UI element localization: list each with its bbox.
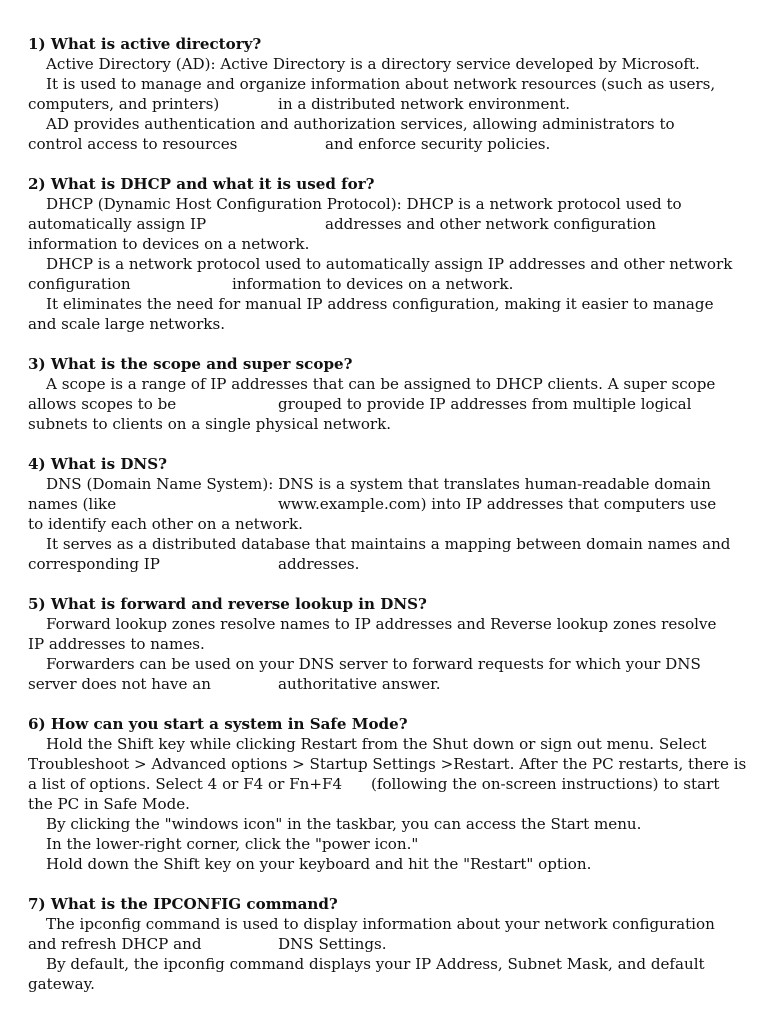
answer-line: In the lower-right corner, click the "power icon." [46,835,419,853]
answer-line-part: www.example.com) into IP addresses that computers use [278,495,717,513]
answer-line: DHCP is a network protocol used to automatically assign IP addresses and other network [46,255,733,273]
answer-line [28,214,748,234]
question-title: 4) What is DNS? [28,455,167,473]
answer-line-part: allows scopes to be [28,395,177,413]
answer-line-part: configuration [28,275,131,293]
answer-line-part: a list of options. Select 4 or F4 or Fn+F4 [28,775,343,793]
answer-line-part: addresses. [278,555,360,573]
answer-line-part: addresses and other network configuration [325,215,656,233]
answer-line: to identify each other on a network. [28,515,303,533]
answer-line: gateway. [28,975,95,993]
answer-line-part: names (like [28,495,117,513]
answer-line: the PC in Safe Mode. [28,795,190,813]
question-title: 6) How can you start a system in Safe Mode? [28,715,408,733]
answer-line: subnets to clients on a single physical network. [28,415,392,433]
answer-line: It eliminates the need for manual IP address configuration, making it easier to manage [46,295,714,313]
question-title: 7) What is the IPCONFIG command? [28,895,338,913]
answer-line: and scale large networks. [28,315,225,333]
answer-line-part: and enforce security policies. [325,135,551,153]
answer-line: Active Directory (AD): Active Directory is a directory service developed by Microsoft. [46,55,700,73]
question-2 [28,174,748,334]
answer-line: IP addresses to names. [28,635,205,653]
answer-line [28,554,748,574]
answer-line: By default, the ipconfig command displays your IP Address, Subnet Mask, and default [46,955,705,973]
answer-line: Troubleshoot > Advanced options > Startup Settings >Restart. After the PC restarts, there is [28,755,747,773]
answer-line [28,774,748,794]
question-title: 5) What is forward and reverse lookup in DNS? [28,595,427,613]
answer-line-part: DNS Settings. [278,935,387,953]
answer-line-part: in a distributed network environment. [278,95,571,113]
answer-line: Forwarders can be used on your DNS server to forward requests for which your DNS [46,655,701,673]
answer-line [28,674,748,694]
question-6 [28,714,748,874]
answer-line-part: corresponding IP [28,555,160,573]
answer-line [28,494,748,514]
answer-line-part: automatically assign IP [28,215,207,233]
answer-line-part: authoritative answer. [278,675,441,693]
answer-line: Forward lookup zones resolve names to IP addresses and Reverse lookup zones resolve [46,615,717,633]
answer-line: A scope is a range of IP addresses that can be assigned to DHCP clients. A super scope [46,375,716,393]
question-5 [28,594,748,694]
question-4 [28,454,748,574]
answer-line: AD provides authentication and authorization services, allowing administrators to [46,115,675,133]
question-3 [28,354,748,434]
answer-line-part: grouped to provide IP addresses from multiple logical [278,395,692,413]
answer-line: It is used to manage and organize information about network resources (such as users, [46,75,716,93]
answer-line [28,134,748,154]
answer-line [28,94,748,114]
answer-line [28,274,748,294]
answer-line: Hold the Shift key while clicking Restart from the Shut down or sign out menu. Select [46,735,707,753]
answer-line-part: computers, and printers) [28,95,220,113]
answer-line: Hold down the Shift key on your keyboard and hit the "Restart" option. [46,855,592,873]
answer-line: DHCP (Dynamic Host Configuration Protocol): DHCP is a network protocol used to [46,195,682,213]
answer-line-part: and refresh DHCP and [28,935,202,953]
question-title: 2) What is DHCP and what it is used for? [28,175,375,193]
answer-line-part: (following the on-screen instructions) to start [371,775,720,793]
answer-line-part: server does not have an [28,675,211,693]
question-1 [28,34,748,154]
answer-line [28,934,748,954]
answer-line: By clicking the "windows icon" in the taskbar, you can access the Start menu. [46,815,642,833]
question-7 [28,894,748,994]
question-title: 1) What is active directory? [28,35,262,53]
answer-line: The ipconfig command is used to display information about your network configuration [46,915,715,933]
answer-line-part: control access to resources [28,135,238,153]
answer-line: DNS (Domain Name System): DNS is a system that translates human-readable domain [46,475,711,493]
answer-line: information to devices on a network. [28,235,310,253]
answer-line: It serves as a distributed database that maintains a mapping between domain names and [46,535,731,553]
answer-line [28,394,748,414]
answer-line-part: information to devices on a network. [232,275,514,293]
question-title: 3) What is the scope and super scope? [28,355,353,373]
